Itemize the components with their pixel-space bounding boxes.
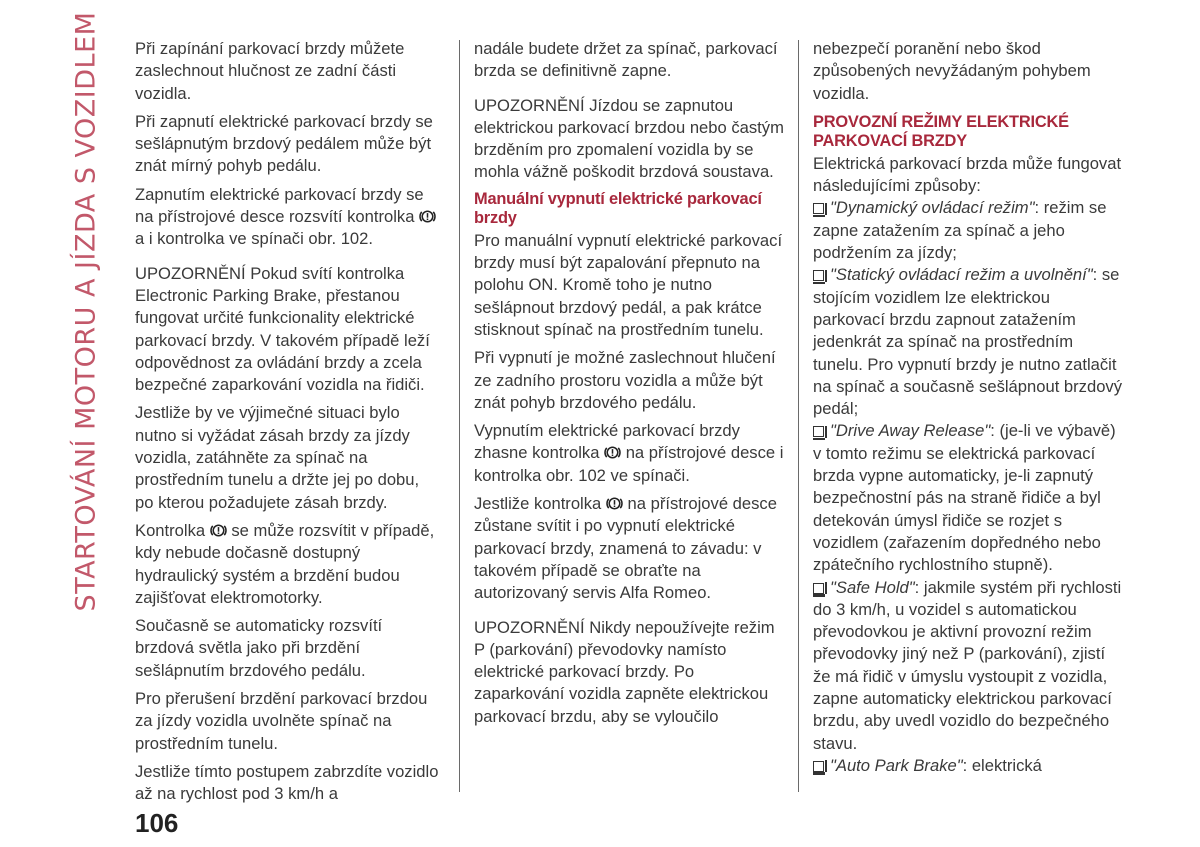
warning-paragraph: UPOZORNĚNÍ Jízdou se zapnutou elektrickou parkovací brzdou nebo častým brzděním pro zpomalení vozidla by se mohla vážně poškodit brzdová soustava.	[474, 95, 784, 182]
mode-name: "Safe Hold"	[830, 577, 915, 597]
mode-text: : režim se zapne zatažením za spínač a jeho podržením za jízdy;	[813, 198, 1107, 263]
checkbox-bullet-icon	[813, 203, 824, 214]
mode-text: : elektrická	[962, 755, 1042, 775]
parking-brake-warning-icon	[604, 444, 621, 461]
list-item	[813, 577, 1125, 755]
paragraph	[474, 420, 784, 487]
chapter-side-title	[64, 11, 108, 611]
paragraph-text: Zapnutím elektrické parkovací brzdy se na přístrojové desce rozsvítí kontrolka	[135, 184, 424, 227]
list-item	[813, 755, 1125, 777]
section-heading: PROVOZNÍ REŽIMY ELEKTRICKÉ PARKOVACÍ BRZDY	[813, 112, 1069, 150]
section-heading: Manuální vypnutí elektrické parkovací brzdy	[474, 189, 762, 227]
paragraph-text: Jestliže kontrolka	[474, 494, 602, 514]
paragraph-text: Vypnutím elektrické parkovací brzdy zhasne kontrolka	[474, 421, 740, 463]
paragraph: Pro manuální vypnutí elektrické parkovací brzdy musí být zapalování přepnuto na polohu ON. Kromě toho je nutno sešlápnout brzdový pedál, a pak krátce stisknout spínač na prostředním tunelu.	[474, 230, 783, 339]
paragraph: Jestliže by ve výjimečné situaci bylo nutno si vyžádat zásah brzdy za jízdy vozidla, zatáhněte za spínač na prostředním tunelu a držte jej po dobu, po kterou požadujete zásah brzdy.	[135, 403, 420, 512]
text-column-2	[474, 38, 784, 734]
checkbox-bullet-icon	[813, 426, 824, 437]
paragraph: nadále budete držet za spínač, parkovací brzda se definitivně zapne.	[474, 39, 778, 81]
warning-paragraph: UPOZORNĚNÍ Nikdy nepoužívejte režim P (parkování) převodovky namísto elektrické parkovací brzdy. Po zaparkování vozidla zapněte elektrickou parkovací brzdu, aby se vyloučilo	[474, 617, 775, 726]
chapter-title-text: STARTOVÁNÍ MOTORU A JÍZDA S VOZIDLEM	[70, 11, 102, 611]
paragraph: Současně se automaticky rozsvítí brzdová světla jako při brzdění sešlápnutím brzdového pedálu.	[135, 616, 383, 680]
checkbox-bullet-icon	[813, 583, 824, 594]
mode-name: "Dynamický ovládací režim"	[830, 198, 1035, 218]
mode-text: : jakmile systém při rychlosti do 3 km/h, u vozidel s automatickou převodovkou je aktivní provozní režim převodovky jiný než P (parkování), zjistí že má řidič v úmyslu vystoupit z vozidla, zapne automaticky elektrickou parkovací brzdu, aby uvedl vozidlo do bezpečného stavu.	[813, 577, 1122, 753]
paragraph-text: na přístrojové desce zůstane svítit i po vypnutí elektrické parkovací brzdy, znamená to závadu: v takovém případě se obraťte na autorizovaný servis Alfa Romeo.	[474, 494, 777, 603]
mode-list	[813, 197, 1125, 777]
paragraph-text: a i kontrolka ve spínači obr. 102.	[135, 229, 373, 249]
mode-name: "Statický ovládací režim a uvolnění"	[830, 265, 1093, 285]
parking-brake-warning-icon	[419, 208, 436, 225]
paragraph: Při vypnutí je možné zaslechnout hlučení ze zadního prostoru vozidla a může být znát pohyb brzdového pedálu.	[474, 348, 776, 412]
mode-name: "Auto Park Brake"	[830, 755, 963, 775]
paragraph: Při zapínání parkovací brzdy můžete zaslechnout hlučnost ze zadní části vozidla.	[135, 39, 405, 103]
column-divider	[459, 40, 460, 792]
warning-paragraph: UPOZORNĚNÍ Pokud svítí kontrolka Electronic Parking Brake, přestanou fungovat určité funkcionality elektrické parkovací brzdy. V takovém případě leží odpovědnost za ovládání brzdy a zcela bezpečné zaparkování vozidla na řidiči.	[135, 263, 430, 395]
mode-text: : (je-li ve výbavě) v tomto režimu se elektrická parkovací brzda vypne automaticky, je-li zapnutý bezpečnostní pás na straně řidiče a byl detekován úmysl řidiče se rozjet s vozidlem (zařazením dopředného nebo zpátečního rychlostního stupně).	[813, 421, 1116, 575]
paragraph: Jestliže tímto postupem zabrzdíte vozidlo až na rychlost pod 3 km/h a	[135, 761, 439, 804]
paragraph: Pro přerušení brzdění parkovací brzdou za jízdy vozidla uvolněte spínač na prostředním tunelu.	[135, 689, 428, 753]
paragraph	[474, 493, 784, 604]
page-number: 106	[135, 808, 179, 838]
text-column-3	[813, 38, 1125, 777]
paragraph: Při zapnutí elektrické parkovací brzdy se sešlápnutým brzdový pedálem může být znát mírný pohyb pedálu.	[135, 111, 433, 176]
text-column-1	[135, 38, 440, 812]
paragraph	[135, 520, 440, 609]
paragraph: Elektrická parkovací brzda může fungovat následujícími způsoby:	[813, 153, 1122, 196]
checkbox-bullet-icon	[813, 270, 824, 281]
mode-text: : se stojícím vozidlem lze elektrickou parkovací brzdu zapnout zatažením jedenkrát za spínač na prostředním tunelu. Pro vypnutí brzdy je nutno zatlačit na spínač a současně sešlápnout brzdový pedál;	[813, 265, 1123, 419]
list-item	[813, 264, 1125, 420]
mode-name: "Drive Away Release"	[830, 421, 991, 441]
list-item	[813, 420, 1125, 576]
paragraph-text: na přístrojové desce i kontrolka obr. 102 ve spínači.	[474, 443, 784, 485]
column-divider	[798, 40, 799, 792]
paragraph-text: se může rozsvítit v případě, kdy nebude dočasně dostupný hydraulický systém a brzdění budou zajišťovat elektromotorky.	[135, 520, 435, 607]
paragraph-text: Kontrolka	[135, 520, 206, 540]
checkbox-bullet-icon	[813, 761, 824, 772]
paragraph: nebezpečí poranění nebo škod způsobených nevyžádaným pohybem vozidla.	[813, 39, 1091, 103]
paragraph	[135, 184, 440, 251]
list-item	[813, 197, 1125, 264]
parking-brake-warning-icon	[606, 495, 623, 512]
parking-brake-warning-icon	[210, 522, 227, 539]
